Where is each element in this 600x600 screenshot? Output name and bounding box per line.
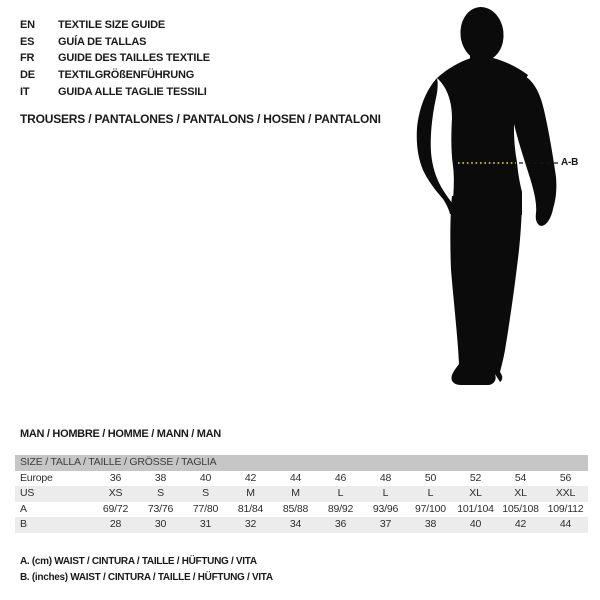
language-code: IT <box>20 85 30 98</box>
language-row <box>20 67 210 84</box>
size-cell: 30 <box>154 518 167 531</box>
row-label: Europe <box>20 471 53 484</box>
table-row <box>15 502 588 518</box>
size-cell: 97/100 <box>415 502 446 515</box>
size-cell: 36 <box>334 518 347 531</box>
language-code: ES <box>20 35 35 48</box>
size-cell: 52 <box>469 471 482 484</box>
note-line: B. (inches) WAIST / CINTURA / TAILLE / HÜFTUNG / VITA <box>20 572 273 583</box>
size-table <box>15 455 588 533</box>
size-cell: 42 <box>514 518 527 531</box>
size-cell: 31 <box>199 518 212 531</box>
language-label: GUIDA ALLE TAGLIE TESSILI <box>58 85 207 98</box>
size-cell: 77/80 <box>192 502 219 515</box>
language-row <box>20 34 210 51</box>
table-row <box>15 486 588 502</box>
size-cell: 40 <box>469 518 482 531</box>
size-cell: S <box>157 487 164 500</box>
language-label: TEXTILE SIZE GUIDE <box>58 19 166 31</box>
size-cell: XS <box>108 487 123 500</box>
category-title: TROUSERS / PANTALONES / PANTALONS / HOSEN / PANTALONI <box>20 112 381 126</box>
language-row <box>20 84 210 101</box>
size-cell: 32 <box>244 518 257 531</box>
size-cell: 36 <box>109 471 122 484</box>
size-cell: 69/72 <box>102 502 129 515</box>
size-cell: 28 <box>109 518 122 531</box>
size-cell: 48 <box>379 471 392 484</box>
size-cell: 44 <box>559 518 572 531</box>
size-cell: 101/104 <box>457 502 494 515</box>
language-row <box>20 50 210 67</box>
note-line: A. (cm) WAIST / CINTURA / TAILLE / HÜFTUNG / VITA <box>20 556 257 567</box>
size-cell: 85/88 <box>282 502 309 515</box>
size-cell: L <box>427 487 434 500</box>
language-code: DE <box>20 69 35 82</box>
size-cell: 105/108 <box>502 502 539 515</box>
language-code: EN <box>20 19 35 31</box>
size-table-header: SIZE / TALLA / TAILLE / GRÖSSE / TAGLIA <box>15 455 588 471</box>
language-code: FR <box>20 52 35 65</box>
language-label: TEXTILGRÖßENFÜHRUNG <box>58 69 195 82</box>
row-label: B <box>20 518 27 531</box>
size-cell: 44 <box>289 471 302 484</box>
size-cell: M <box>291 487 300 500</box>
size-cell: XL <box>469 487 482 500</box>
language-row <box>20 17 210 34</box>
size-cell: 38 <box>424 518 437 531</box>
language-label: GUIDE DES TAILLES TEXTILE <box>58 52 210 65</box>
table-row <box>15 517 588 533</box>
size-cell: 40 <box>199 471 212 484</box>
size-cell: L <box>382 487 389 500</box>
size-cell: 56 <box>559 471 572 484</box>
size-cell: 89/92 <box>327 502 354 515</box>
measure-label-ab: A-B <box>561 157 579 168</box>
row-label: A <box>20 502 27 515</box>
measurement-notes <box>20 554 273 586</box>
size-cell: 73/76 <box>147 502 174 515</box>
size-cell: 38 <box>154 471 167 484</box>
size-cell: 34 <box>289 518 302 531</box>
size-cell: L <box>337 487 344 500</box>
size-cell: 93/96 <box>372 502 399 515</box>
size-cell: 46 <box>334 471 347 484</box>
size-cell: 50 <box>424 471 437 484</box>
size-cell: 54 <box>514 471 527 484</box>
table-row <box>15 471 588 487</box>
size-cell: 42 <box>244 471 257 484</box>
row-label: US <box>20 487 35 500</box>
size-cell: 37 <box>379 518 392 531</box>
size-cell: M <box>246 487 255 500</box>
size-cell: XL <box>514 487 527 500</box>
size-table-body <box>15 471 588 533</box>
language-title-block <box>20 17 210 101</box>
size-cell: XXL <box>555 487 576 500</box>
man-silhouette-figure <box>417 5 557 385</box>
size-cell: 109/112 <box>547 502 584 515</box>
size-cell: S <box>202 487 209 500</box>
size-cell: 81/84 <box>237 502 264 515</box>
section-title-man: MAN / HOMBRE / HOMME / MANN / MAN <box>20 428 221 440</box>
language-label: GUÍA DE TALLAS <box>58 35 147 48</box>
